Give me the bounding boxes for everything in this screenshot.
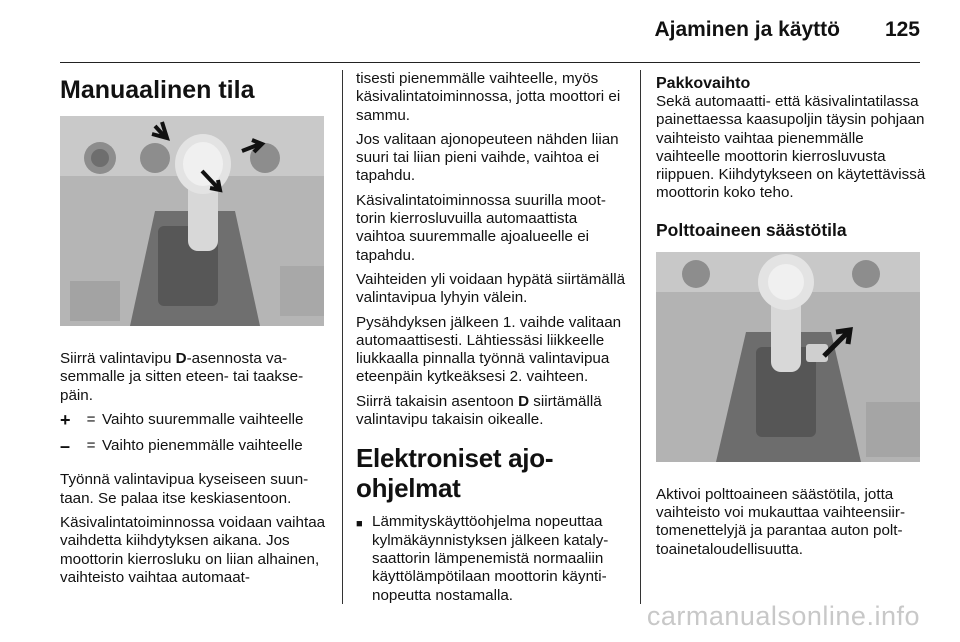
legend-row-upshift: + = Vaihto suuremmalle vaihteelle <box>60 409 304 430</box>
column-divider <box>640 70 641 604</box>
paragraph: Pysähdyksen jälkeen 1. vaihde valitaan automaattisesti. Lähtiessäsi liikkeelle liukkaalla pinnalla työnnä valintavipua eteenpäin kytkeäksesi 2. vaihteen. <box>356 313 622 386</box>
paragraph: Siirrä takaisin asentoon D siirtämällä valintavipu takaisin oikealle. <box>356 392 602 429</box>
paragraph: Vaihteiden yli voidaan hypätä siirtämällä valintavipua lyhyin välein. <box>356 270 626 307</box>
sub-heading-fuel-saving: Polttoaineen säästötila <box>656 219 847 240</box>
page-number: 125 <box>884 18 920 41</box>
paragraph: Käsivalintatoiminnossa suurilla moottorin kierrosluvuilla automaattista vaihtoa suuremmalle ajoalueelle ei tapahdu. <box>356 191 606 264</box>
paragraph: Työnnä valintavipua kyseiseen suuntaan. Se palaa itse keskiasentoon. <box>60 471 309 507</box>
column-divider <box>342 70 343 604</box>
gear-lever-photo-icon <box>60 116 324 326</box>
gear-lever-photo-icon <box>656 252 920 462</box>
bullet-square-icon: ■ <box>356 518 363 531</box>
paragraph: Jos valitaan ajonopeuteen nähden liian suuri tai liian pieni vaihde, vaihtoa ei tapahdu. <box>356 130 619 185</box>
gear-lever-figure-manual <box>60 116 324 326</box>
list-item: ■ Lämmityskäyttöohjelma nopeuttaa kylmäkäynnistyksen jälkeen katalysaattorin lämpenemistä normaaliin käyttölämpötilaan moottorin käyntinopeutta nostamalla. <box>356 513 609 604</box>
paragraph: Sekä automaatti- että käsivalintatilassa painettaessa kaasupoljin täysin pohjaan vaihteisto vaihtaa pienemmälle vaihteelle moottorin kierrosluvusta riippuen. Kiihdytykseen on käytettävissä moottorin koko teho. <box>656 93 926 202</box>
section-heading-electronic-programs: Elektroniset ajo-ohjelmat <box>356 443 554 504</box>
column-1 <box>60 70 330 593</box>
column-3 <box>656 70 928 565</box>
header-divider <box>60 62 920 63</box>
minus-icon: – <box>60 436 71 457</box>
paragraph: tisesti pienemmälle vaihteelle, myös käsivalintatoiminnossa, jotta moottori ei sammu. <box>356 70 621 124</box>
gear-lever-figure-fuel-saving <box>656 252 920 462</box>
sub-heading-kickdown: Pakkovaihto <box>656 75 751 92</box>
paragraph: Aktivoi polttoaineen säästötila, jotta vaihteisto voi mukauttaa vaihteensiirtomenettelyjä ja parantaa auton polttoainetaloudellisuutta. <box>656 485 906 558</box>
running-header-title: Ajaminen ja käyttö <box>654 18 840 41</box>
paragraph: Käsivalintatoiminnossa voidaan vaihtaa vaihdetta kiihdytyksen aikana. Jos moottorin kierrosluku on liian alhainen, vaihteisto vaihtaa automaat- <box>60 514 326 586</box>
legend-row-downshift: – = Vaihto pienemmälle vaihteelle <box>60 436 303 457</box>
paragraph: Siirrä valintavipu D-asennosta vasemmalle ja sitten eteen- tai taaksepäin. <box>60 350 304 404</box>
column-2 <box>356 70 628 605</box>
watermark: carmanualsonline.info <box>646 601 920 631</box>
section-heading-manual-mode: Manuaalinen tila <box>60 76 255 104</box>
plus-icon: + <box>60 409 71 430</box>
